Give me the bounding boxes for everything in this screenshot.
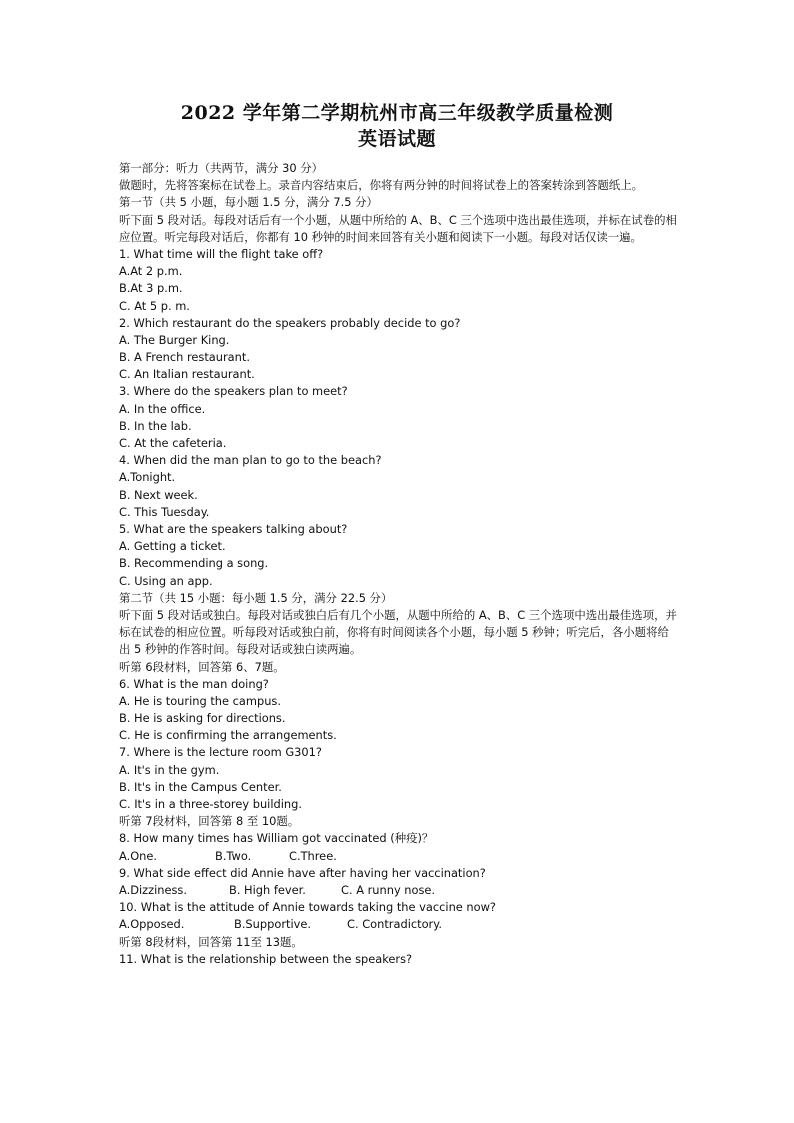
question-8: 8. How many times has William got vaccinated (种疫)？ <box>119 831 434 846</box>
options-9 <box>119 882 679 899</box>
question-1: 1. What time will the flight take off? <box>119 246 324 261</box>
section2-instructions: 听下面 5 段对话或独白。每段对话或独白后有几个小题，从题中所给的 A、B、C 三个选项中选出最佳选项，并标在试卷的相应位置。听每段对话或独白前，你将有时间阅读各个小题，每小题 5 秒钟；听完后，各小题将给出 5 秒钟的作答时间。每段对话或独白读两遍。 <box>119 607 677 657</box>
option-7c: C. It's in a three-storey building. <box>119 797 302 812</box>
question-10: 10. What is the attitude of Annie towards taking the vaccine now? <box>119 900 496 915</box>
options-8 <box>119 848 679 865</box>
question-5: 5. What are the speakers talking about? <box>119 521 348 536</box>
section2-heading: 第二节（共 15 小题：每小题 1.5 分，满分 22.5 分） <box>119 590 393 605</box>
question-11: 11. What is the relationship between the speakers? <box>119 951 413 966</box>
option-10b: B.Supportive. <box>234 917 311 932</box>
option-9c: C. A runny nose. <box>341 882 436 897</box>
option-5b: B. Recommending a song. <box>119 556 269 571</box>
option-1b: B.At 3 p.m. <box>119 281 183 296</box>
option-3a: A. In the office. <box>119 401 206 416</box>
exam-subtitle: 英语试题 <box>357 128 436 150</box>
question-4: 4. When did the man plan to go to the beach? <box>119 453 382 468</box>
material-6-note: 听第 6段材料，回答第 6、7题。 <box>119 659 285 674</box>
option-3b: B. In the lab. <box>119 418 192 433</box>
exam-body <box>119 160 679 968</box>
material-8-note: 听第 8段材料，回答第 11至 13题。 <box>119 934 303 949</box>
material-7-note: 听第 7段材料，回答第 8 至 10题。 <box>119 814 300 829</box>
option-5c: C. Using an app. <box>119 573 213 588</box>
option-2c: C. An Italian restaurant. <box>119 367 255 382</box>
option-8b: B.Two. <box>215 848 252 863</box>
option-6a: A. He is touring the campus. <box>119 693 281 708</box>
option-2a: A. The Burger King. <box>119 332 230 347</box>
option-9a: A.Dizziness. <box>119 882 187 897</box>
question-3: 3. Where do the speakers plan to meet? <box>119 384 348 399</box>
option-8c: C.Three. <box>289 848 337 863</box>
question-9: 9. What side effect did Annie have after having her vaccination? <box>119 865 486 880</box>
option-6b: B. He is asking for directions. <box>119 711 286 726</box>
option-5a: A. Getting a ticket. <box>119 539 226 554</box>
option-9b: B. High fever. <box>229 882 306 897</box>
part1-instructions: 做题时，先将答案标在试卷上。录音内容结束后，你将有两分钟的时间将试卷上的答案转涂到答题纸上。 <box>119 178 643 193</box>
option-4b: B. Next week. <box>119 487 198 502</box>
option-4c: C. This Tuesday. <box>119 504 210 519</box>
option-8a: A.One. <box>119 848 158 863</box>
question-2: 2. Which restaurant do the speakers probably decide to go? <box>119 315 461 330</box>
option-7a: A. It's in the gym. <box>119 762 220 777</box>
part1-heading: 第一部分：听力（共两节，满分 30 分） <box>119 161 323 175</box>
option-3c: C. At the cafeteria. <box>119 436 227 451</box>
exam-title: 2022 学年第二学期杭州市高三年级教学质量检测 <box>180 102 614 124</box>
option-1c: C. At 5 p. m. <box>119 298 190 313</box>
option-1a: A.At 2 p.m. <box>119 264 183 279</box>
question-6: 6. What is the man doing? <box>119 676 269 691</box>
option-10c: C. Contradictory. <box>347 917 442 932</box>
section1-instructions: 听下面 5 段对话。每段对话后有一个小题，从题中所给的 A、B、C 三个选项中选出最佳选项，并标在试卷的相应位置。听完每段对话后，你都有 10 秒钟的时间来回答有关小题和阅读下一小题。每段对话仅读一遍。 <box>119 212 677 244</box>
option-4a: A.Tonight. <box>119 470 176 485</box>
option-2b: B. A French restaurant. <box>119 350 250 365</box>
section1-heading: 第一节（共 5 小题，每小题 1.5 分，满分 7.5 分） <box>119 195 378 210</box>
question-7: 7. Where is the lecture room G301? <box>119 745 322 760</box>
option-6c: C. He is confirming the arrangements. <box>119 728 337 743</box>
option-10a: A.Opposed. <box>119 917 185 932</box>
options-10 <box>119 916 679 933</box>
option-7b: B. It's in the Campus Center. <box>119 779 282 794</box>
